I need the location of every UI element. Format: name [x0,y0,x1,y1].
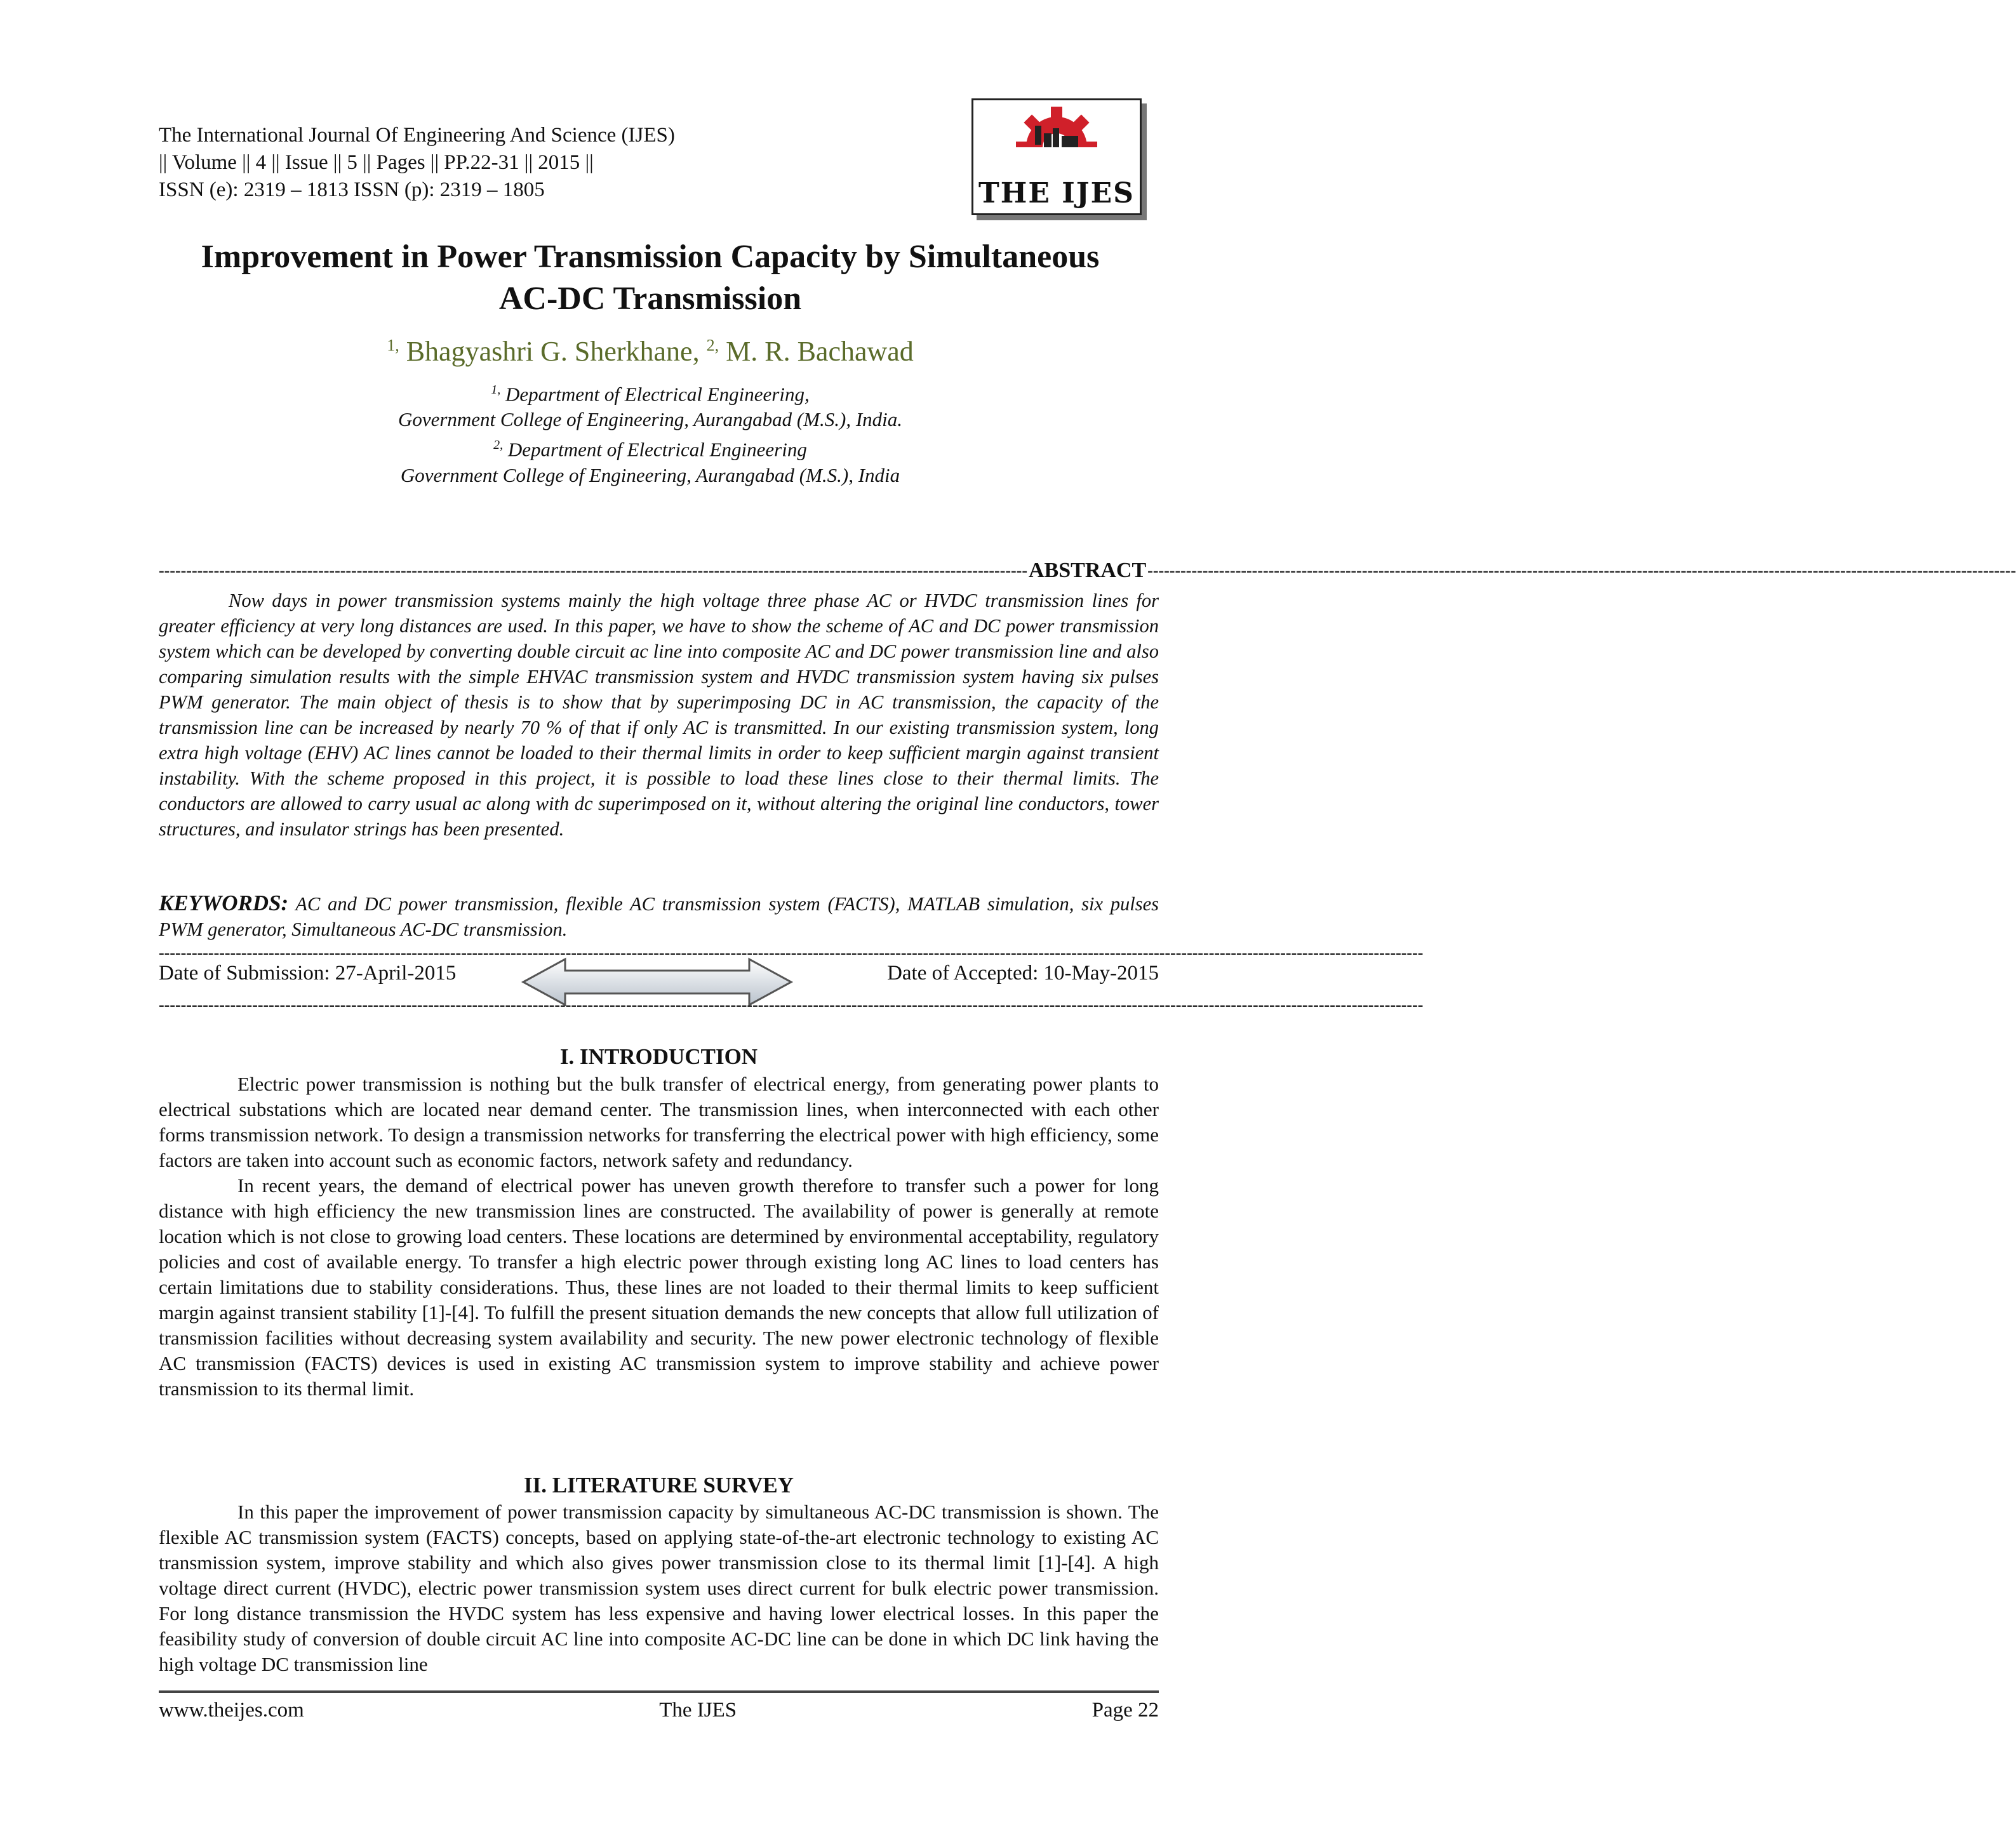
issn-info: ISSN (e): 2319 – 1813 ISSN (p): 2319 – 1805 [159,178,545,201]
ijes-logo [971,98,1142,215]
title-line-2: AC-DC Transmission [498,281,802,317]
volume-info: || Volume || 4 || Issue || 5 || Pages || PP.22-31 || 2015 || [159,151,594,174]
footer-rule [159,1690,1159,1693]
authors [127,335,1173,368]
date-rule-top: -------------------------------------------------------------------------------------------------------------------------------------------------------------------------------------------------------------------------------------- [159,943,1424,962]
affiliation-1-dept: Department of Electrical Engineering, [500,383,810,406]
title-line-1: Improvement in Power Transmission Capacity by Simultaneous [201,239,1100,275]
accepted-date: Date of Accepted: 10-May-2015 [887,962,1159,985]
page-footer [159,1699,1159,1722]
paper-title [127,236,1173,320]
keywords-label: KEYWORDS: [159,891,289,915]
footer-website: www.theijes.com [159,1699,304,1722]
author-2: M. R. Bachawad [719,336,914,367]
keywords-text: AC and DC power transmission, flexible AC transmission system (FACTS), MATLAB simulation, six pulses PWM generator, Simultaneous AC-DC transmission. [159,893,1159,940]
intro-paragraph-1: Electric power transmission is nothing but the bulk transfer of electrical energy, from generating power plants to electrical substations which are located near demand center. The transmission lines, when interconnected with each other forms transmission network. To design a transmission networks for transferring the electrical power with high efficiency, some factors are taken into account such as economic factors, network safety and redundancy. [159,1073,1159,1171]
intro-paragraph-2: In recent years, the demand of electrical power has uneven growth therefore to transfer such a power for long distance with high efficiency the new transmission lines are constructed. The availability of power is generally at remote location which is not close to growing load centers. These locations are determined by environmental acceptability, regulatory policies and cost of available energy. To transfer a high electric power through existing long AC lines to load centers has certain limitations due to stability considerations. Thus, these lines are not loaded to their thermal limits to keep sufficient margin against transient stability [1]-[4]. To fulfill the present situation demands the new concepts that allow full utilization of transmission facilities without decreasing system availability and security. The new power electronic technology of flexible AC transmission (FACTS) devices is used in existing AC transmission system to improve stability and achieve power transmission to its thermal limit. [159,1174,1159,1400]
footer-page-number: Page 22 [1091,1699,1159,1722]
logo-text: THE IJES [978,177,1135,209]
affiliations [127,377,1173,488]
intro-body [159,1072,1159,1402]
date-rule-bottom: -------------------------------------------------------------------------------------------------------------------------------------------------------------------------------------------------------------------------------------- [159,995,1424,1014]
abstract-text: Now days in power transmission systems mainly the high voltage three phase AC or HVDC transmission lines for greater efficiency at very long distances are used. In this paper, we have to show the scheme of AC and DC power transmission system which can be developed by converting double circuit ac line into composite AC and DC power transmission line and also comparing simulation results with the simple EHVAC transmission system and HVDC transmission system having six pulses PWM generator. The main object of thesis is to show that by superimposing DC in AC transmission, the capacity of the transmission line can be increased by nearly 70 % of that if only AC is transmitted. In our existing transmission system, long extra high voltage (EHV) AC lines cannot be loaded to their thermal limits in order to keep sufficient margin against transient instability. With the scheme proposed in this project, it is possible to load these lines close to their thermal limits. The conductors are allowed to carry usual ac along with dc superimposed on it, without altering the original line conductors, tower structures, and insulator strings has been presented. [159,590,1159,840]
author-2-mark: 2, [706,336,719,355]
intro-heading: I. INTRODUCTION [559,1044,758,1069]
gear-factory-icon [973,104,1140,180]
affiliation-1-mark: 1, [491,383,501,397]
literature-paragraph-1: In this paper the improvement of power transmission capacity by simultaneous AC-DC transmission is shown. The flexible AC transmission system (FACTS) concepts, based on applying state-of-the-art electronic technology to existing AC transmission system, improve stability and which also gives power transmission close to its thermal limit [1]-[4]. A high voltage direct current (HVDC), electric power transmission system uses direct current for bulk electric power transmission. For long distance transmission the HVDC system has less expensive and having lower electrical losses. In this paper the feasibility study of conversion of double circuit AC line into composite AC-DC line can be done in which DC link having the high voltage DC transmission line [159,1501,1159,1675]
footer-journal: The IJES [659,1699,737,1722]
affiliation-2-dept: Department of Electrical Engineering [503,438,807,461]
rule-left: -------------------------------------------------------------------------------------------------------------------------------------------------------------- [159,561,1027,580]
keywords [159,891,1159,942]
journal-name: The International Journal Of Engineering And Science (IJES) [159,124,675,147]
literature-body [159,1499,1159,1677]
author-1-mark: 1, [387,336,399,355]
affiliation-2-mark: 2, [493,438,504,453]
rule-right: -------------------------------------------------------------------------------------------------------------------------------------------------------------- [1147,561,2016,580]
abstract-rule [159,559,2016,583]
literature-heading: II. LITERATURE SURVEY [523,1473,794,1497]
journal-header [159,122,675,204]
affiliation-2-inst: Government College of Engineering, Aurangabad (M.S.), India [400,463,900,486]
affiliation-1-inst: Government College of Engineering, Aurangabad (M.S.), India. [397,408,903,431]
submission-date: Date of Submission: 27-April-2015 [159,962,457,985]
author-1: Bhagyashri G. Sherkhane, [399,336,707,367]
abstract-heading: ABSTRACT [1029,559,1147,582]
